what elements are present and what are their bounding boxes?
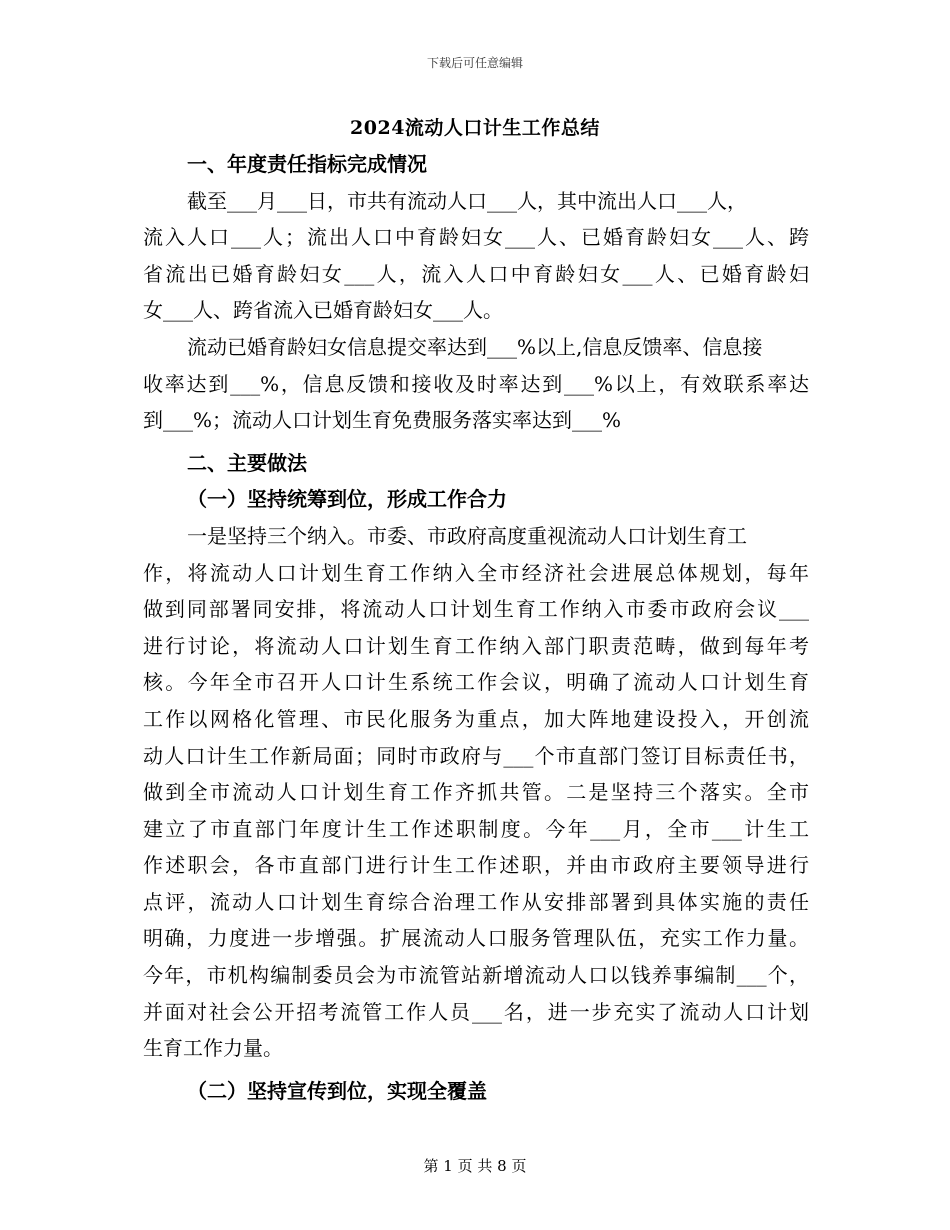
paragraph-line: 生育工作力量。 xyxy=(143,1036,283,1061)
paragraph-line: 工作以网格化管理、市民化服务为重点，加大阵地建设投入，开创流 xyxy=(143,706,809,731)
section-heading-1: 一、年度责任指标完成情况 xyxy=(187,152,427,176)
paragraph-line: 流入人口___人；流出人口中育龄妇女___人、已婚育龄妇女___人、跨 xyxy=(143,225,809,250)
paragraph-line: 进行讨论，将流动人口计划生育工作纳入部门职责范畴，做到每年考 xyxy=(143,633,809,658)
paragraph-line: 点评，流动人口计划生育综合治理工作从安排部署到具体实施的责任 xyxy=(143,889,809,914)
paragraph-line: 做到同部署同安排，将流动人口计划生育工作纳入市委市政府会议___ xyxy=(143,597,809,622)
paragraph-line: 截至___月___日，市共有流动人口___人，其中流出人口___人， xyxy=(187,188,747,213)
paragraph-line: 今年，市机构编制委员会为市流管站新增流动人口以钱养事编制___个， xyxy=(143,963,809,988)
page-footer-number: 第 1 页 共 8 页 xyxy=(423,1157,527,1175)
paragraph-line: 并面对社会公开招考流管工作人员___名，进一步充实了流动人口计划 xyxy=(143,999,809,1024)
paragraph-line: 作述职会，各市直部门进行计生工作述职，并由市政府主要领导进行 xyxy=(143,853,809,878)
document-body xyxy=(143,146,809,1109)
paragraph-line: 作，将流动人口计划生育工作纳入全市经济社会进展总体规划，每年 xyxy=(143,560,809,585)
paragraph-line: 做到全市流动人口计划生育工作齐抓共管。二是坚持三个落实。全市 xyxy=(143,780,809,805)
paragraph-line: 核。今年全市召开人口计生系统工作会议，明确了流动人口计划生育 xyxy=(143,670,809,695)
paragraph-line: 建立了市直部门年度计生工作述职制度。今年___月，全市___计生工 xyxy=(143,816,809,841)
page-header-note: 下载后可任意编辑 xyxy=(426,56,523,70)
paragraph-line: 省流出已婚育龄妇女___人，流入人口中育龄妇女___人、已婚育龄妇 xyxy=(143,261,809,286)
section-heading-2: 二、主要做法 xyxy=(187,450,307,475)
paragraph-line: 到___%；流动人口计划生育免费服务落实率达到___% xyxy=(143,408,622,433)
subsection-heading-1: （一）坚持统筹到位，形成工作合力 xyxy=(187,487,507,512)
paragraph-line: 一是坚持三个纳入。市委、市政府高度重视流动人口计划生育工 xyxy=(187,523,747,548)
paragraph-line: 动人口计生工作新局面；同时市政府与___个市直部门签订目标责任书， xyxy=(143,743,809,768)
paragraph-line: 收率达到___%，信息反馈和接收及时率达到___%以上，有效联系率达 xyxy=(143,371,809,396)
paragraph-line: 女___人、跨省流入已婚育龄妇女___人。 xyxy=(143,298,503,323)
document-title: 2024流动人口计生工作总结 xyxy=(350,117,600,139)
paragraph-line: 明确，力度进一步增强。扩展流动人口服务管理队伍，充实工作力量。 xyxy=(143,926,809,951)
paragraph-line: 流动已婚育龄妇女信息提交率达到___%以上,信息反馈率、信息接 xyxy=(187,334,763,359)
subsection-heading-2: （二）坚持宣传到位，实现全覆盖 xyxy=(187,1078,487,1103)
